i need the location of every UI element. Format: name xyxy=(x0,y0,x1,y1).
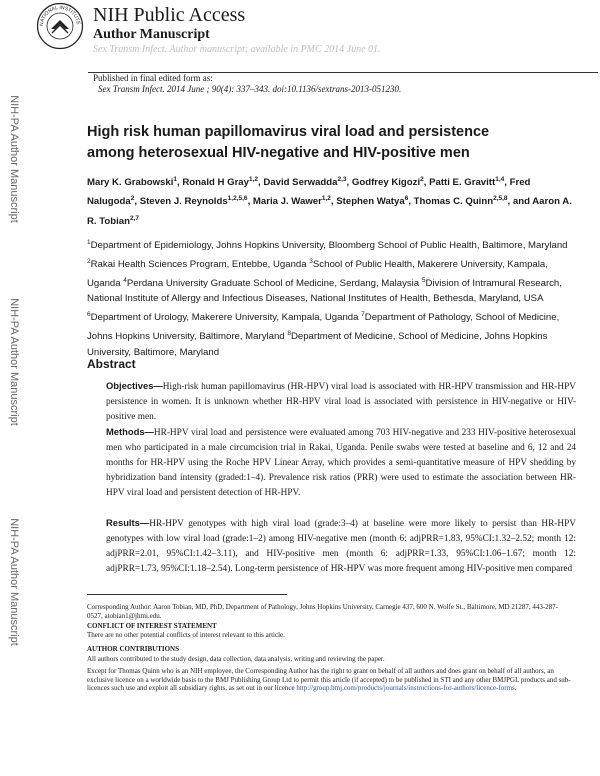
author: Aaron A. R. Tobian$^{2,7}$ xyxy=(87,196,572,227)
published-label: Published in final edited form as: xyxy=(93,73,213,83)
abstract-heading: Abstract xyxy=(87,357,136,371)
author-list xyxy=(87,172,573,230)
licence-link[interactable]: http://group.bmj.com/products/journals/instructions-for-authors/licence-forms xyxy=(296,684,515,693)
article-title-line: among heterosexual HIV-negative and HIV-positive men xyxy=(87,145,470,161)
author: Patti E. Gravitt$^{1,4}$, xyxy=(429,176,510,189)
author: Thomas C. Quinn$^{2,5,8}$, and xyxy=(413,195,533,208)
nih-seal-logo xyxy=(36,2,84,50)
svg-text:NATIONAL INSTITUTES OF HEALTH: NATIONAL INSTITUTE xyxy=(38,4,81,27)
footnote-divider xyxy=(87,594,287,595)
repository-title: NIH Public Access xyxy=(93,4,246,26)
sidebar-watermark: NIH-PA Author Manuscript xyxy=(8,95,20,223)
author: David Serwadda$^{2,3}$, xyxy=(263,176,352,189)
citation: Sex Transm Infect. 2014 June ; 90(4): 337–343. doi:10.1136/sextrans-2013-051230. xyxy=(98,84,402,94)
contributions-heading: AUTHOR CONTRIBUTIONS xyxy=(87,645,179,653)
author: Maria J. Wawer$^{1,2}$, xyxy=(252,195,337,208)
licence-text: Except for Thomas Quinn who is an NIH employee, the Corresponding Author has the right to grant on behalf of all authors and does grant on behalf of all authors, an exclusive licence on a worldwide basis to the BMJ Publishing Group Ltd to permit this article (if accepted) to be published in STI and any other BMJPGL products and sub-licences such use and exploit all subsidiary rights, as set out in our licence http://group.bmj.com/products/journals/instructions-for-authors/licence-forms. xyxy=(87,667,571,693)
article-title-line: High risk human papillomavirus viral load and persistence xyxy=(87,124,490,140)
manuscript-type: Author Manuscript xyxy=(93,27,210,42)
author: Ronald H Gray$^{1,2}$, xyxy=(182,176,264,189)
corresponding-author-note: Corresponding Author: Aaron Tobian, MD, PhD, Department of Pathology, Johns Hopkins University, Carnegie 437, 600 N. Wolfe St., Baltimore, MD 21287, 443-287-0527, atobian1@jhmi.edu. xyxy=(87,603,559,620)
abstract-results: Results—HR-HPV genotypes with high viral load (grade:3–4) at baseline were more likely to persist than HR-HPV genotypes with low viral load (grade:1–2) among HIV-negative men (month 6: adjPRR=1.83, 95%CI:1.32–2.52; month 12: adjPRR=2.01, 95%CI:1.42–3.11), and HIV-positive men (month 6: adjPRR=1.33, 95%CI:1.06–1.67; month 12: adjPRR=1.73, 95%CI:1.18–2.54). Long-term persistence of HR-HPV was more frequent among HIV-positive men compared xyxy=(106,517,576,574)
affiliations: $^1$Department of Epidemiology, Johns Hopkins University, Bloomberg School of Public Health, Baltimore, Maryland $^2$Rakai Health Sciences Program, Entebbe, Uganda $^3$School of Public Health, Makerere University, Kampala, Uganda $^4$Perdana University Graduate School of Medicine, Serdang, Malaysia $^5$Division of Intramural Research, National Institute of Allergy and Infectious Diseases, National Institutes of Health, Bethesda, Maryland, USA $^6$Department of Urology, Makerere University, Kampala, Uganda $^7$Department of Pathology, School of Medicine, Johns Hopkins University, Baltimore, Maryland $^8$Department of Medicine, School of Medicine, Johns Hopkins University, Baltimore, Maryland xyxy=(87,239,568,358)
coi-text: There are no other potential conflicts of interest relevant to this article. xyxy=(87,631,285,639)
author: Fred Nalugoda$^2$, xyxy=(87,177,531,208)
article-title xyxy=(87,122,567,164)
author: Stephen Watya$^6$, xyxy=(336,195,414,208)
availability-note: Sex Transm Infect. Author manuscript; available in PMC 2014 June 01. xyxy=(93,44,381,55)
sidebar-watermark: NIH-PA Author Manuscript xyxy=(8,518,20,646)
abstract-objectives: Objectives—High-risk human papillomavirus (HR-HPV) viral load is associated with HR-HPV transmission and HR-HPV persistence in women. It is unknown whether HR-HPV viral load is associated with persistence in HIV-negative or HIV-positive men. xyxy=(106,380,576,422)
coi-heading: CONFLICT OF INTEREST STATEMENT xyxy=(87,622,217,630)
contributions-text: All authors contributed to the study design, data collection, data analysis, writing and reviewing the paper. xyxy=(87,655,385,663)
abstract-methods: Methods—HR-HPV viral load and persistence were evaluated among 703 HIV-negative and 233 HIV-positive heterosexual men who participated in a male circumcision trial in Rakai, Uganda. Penile swabs were tested at baseline and 6, 12 and 24 months for HR-HPV using the Roche HPV Linear Array, which provides a semi-quantitative measure of HPV shedding by hybridization band intensity (graded:1–4). Prevalence risk ratios (PRR) were used to estimate the association between HR-HPV viral load and persistent detection of HR-HPV. xyxy=(106,426,576,498)
author: Mary K. Grabowski$^1$, xyxy=(87,176,183,189)
author: Godfrey Kigozi$^2$, xyxy=(351,176,430,189)
sidebar-watermark: NIH-PA Author Manuscript xyxy=(8,298,20,426)
author: Steven J. Reynolds$^{1,2,5,6}$, xyxy=(139,195,253,208)
